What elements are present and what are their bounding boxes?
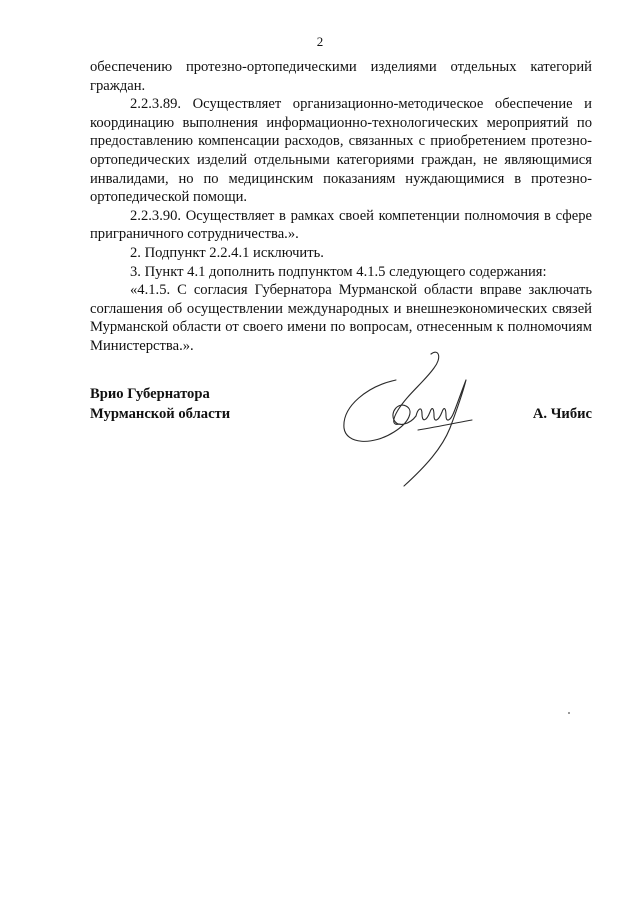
signer-title xyxy=(90,384,230,424)
signature-block xyxy=(90,384,592,484)
paragraph-2-2-3-90: 2.2.3.90. Осуществляет в рамках своей компетенции полномочия в сфере приграничного сотрудничества.». xyxy=(90,207,592,243)
paragraph-2-2-3-89: 2.2.3.89. Осуществляет организационно-методическое обеспечение и координацию выполнения информационно-технологических мероприятий по предоставлению компенсации расходов, связанных с приобретением протезно-ортопедических изделий отдельными категориями граждан, не являющимися инвалидами, но по медицинским показаниям нуждающимися в протезно-ортопедической помощи. xyxy=(90,96,592,206)
signer-title-line-2: Мурманской области xyxy=(90,406,231,422)
handwritten-signature xyxy=(338,350,488,490)
paragraph-item-2: 2. Подпункт 2.2.4.1 исключить. xyxy=(130,244,324,261)
signer-title-line-1: Врио Губернатора xyxy=(90,386,210,402)
page-number: 2 xyxy=(316,34,324,49)
paragraph-item-3: 3. Пункт 4.1 дополнить подпунктом 4.1.5 следующего содержания: xyxy=(130,263,547,280)
document-body xyxy=(90,58,592,356)
paragraph-continuation: обеспечению протезно-ортопедическими изделиями отдельных категорий граждан. xyxy=(90,59,592,94)
scan-speck xyxy=(568,712,570,714)
paragraph-4-1-5: «4.1.5. С согласия Губернатора Мурманской области вправе заключать соглашения об осуществлении международных и внешнеэкономических связей Мурманской области от своего имени по вопросам, отнесенным к полномочиям Министерства.». xyxy=(90,282,592,354)
signer-name: А. Чибис xyxy=(532,406,592,422)
